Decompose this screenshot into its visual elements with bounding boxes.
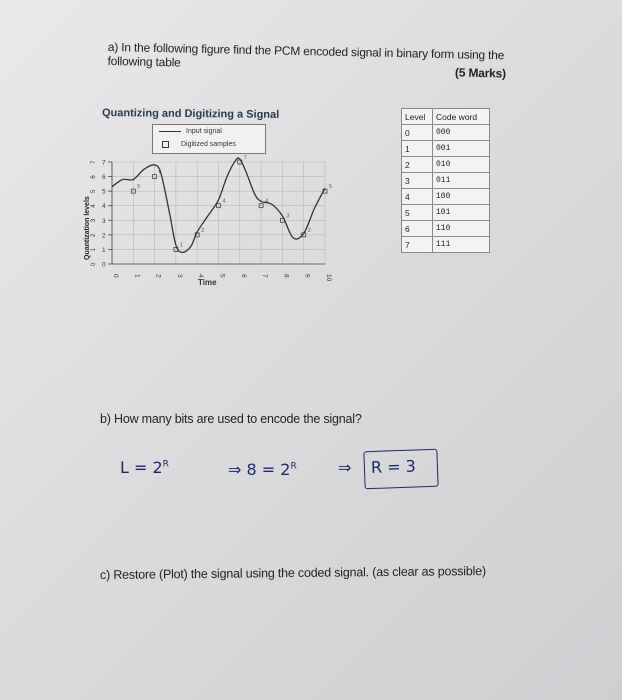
table-header-row: [402, 109, 490, 125]
table-row: [402, 221, 490, 237]
table-row: [402, 189, 490, 205]
level-cell: 2: [402, 157, 433, 173]
x-tick-label: 5: [218, 274, 226, 278]
y-tick-label: 0: [102, 261, 106, 269]
legend-label-digitized: Digitized samples: [181, 141, 236, 148]
handwritten-answer-box: [363, 449, 438, 490]
level-cell: 6: [402, 221, 433, 237]
chart-title: Quantizing and Digitizing a Signal: [101, 107, 280, 121]
legend-marker-swatch: [162, 141, 169, 148]
code-word-cell: 001: [433, 141, 490, 157]
code-word-cell: 101: [433, 205, 490, 221]
legend-label-input: Input signal: [186, 128, 222, 135]
x-tick-label: 0: [112, 274, 119, 278]
code-word-cell: 100: [433, 189, 490, 205]
y-tick-label-rotated: 7: [91, 160, 97, 164]
code-word-cell: 011: [433, 173, 490, 189]
level-cell: 5: [402, 205, 433, 221]
code-word-cell: 010: [433, 157, 490, 173]
x-tick-label: 2: [154, 274, 162, 278]
sample-value-label: 5: [137, 184, 141, 191]
question-b-text: b) How many bits are used to encode the signal?: [100, 412, 362, 426]
level-cell: 0: [402, 125, 433, 141]
y-tick-label-rotated: 3: [91, 218, 97, 223]
question-a-text: a) In the following figure find the PCM encoded signal in binary form using the following table: [107, 40, 505, 70]
eq1-base: L = 2: [120, 458, 163, 477]
code-word-table: [401, 108, 490, 253]
x-tick-label: 4: [197, 274, 205, 278]
y-tick-label-rotated: 1: [91, 248, 97, 252]
sample-value-label: 2: [307, 227, 311, 234]
level-cell: 4: [402, 189, 433, 205]
y-tick-label-rotated: 2: [91, 233, 97, 237]
x-axis-label: Time: [198, 278, 217, 287]
code-word-cell: 111: [433, 237, 490, 253]
y-tick-label-rotated: 5: [91, 189, 97, 194]
sample-value-label: 6: [158, 169, 162, 176]
y-tick-label: 1: [102, 246, 106, 254]
table-row: [402, 157, 490, 173]
level-cell: 3: [402, 173, 433, 189]
y-tick-label: 7: [102, 159, 106, 167]
y-tick-label: 4: [102, 203, 106, 211]
x-tick-label: 7: [261, 274, 269, 278]
handwritten-answer: R = 3: [370, 456, 417, 478]
handwritten-equation-1: [120, 458, 169, 477]
x-tick-label: 6: [239, 274, 247, 278]
legend-line-swatch: [159, 131, 181, 132]
eq1-exponent: R: [162, 459, 169, 470]
y-tick-label: 6: [102, 174, 106, 182]
x-tick-label: 1: [133, 274, 141, 278]
table-row: [402, 173, 490, 189]
marks-label: (5 Marks): [454, 65, 507, 81]
sample-value-label: 1: [179, 242, 183, 249]
x-tick-label: 9: [303, 274, 311, 278]
sample-value-label: 4: [265, 198, 269, 205]
table-row: [402, 125, 490, 141]
sample-value-label: 4: [222, 198, 226, 205]
y-tick-label-rotated: 0: [91, 262, 97, 266]
y-tick-label-rotated: 4: [91, 204, 97, 208]
legend-entry-input-signal: [153, 125, 265, 138]
header-code-word: Code word: [433, 109, 490, 125]
code-table-body: [402, 125, 490, 253]
y-axis-label: Quantization levels: [84, 196, 91, 260]
sample-value-label: 2: [201, 227, 205, 234]
eq2-prefix: ⇒ 8 = 2: [228, 460, 291, 479]
level-cell: 7: [402, 237, 433, 253]
quantization-chart: [80, 150, 340, 300]
chart-grid: [112, 162, 325, 264]
digitized-samples-series: [131, 155, 332, 251]
header-level: Level: [402, 109, 433, 125]
x-tick-label: 10: [325, 274, 332, 282]
level-cell: 1: [402, 141, 433, 157]
handwritten-arrow: ⇒: [338, 458, 352, 477]
handwritten-equation-2: [228, 460, 297, 479]
table-row: [402, 141, 490, 157]
eq2-exponent: R: [290, 461, 297, 472]
sample-value-label: 7: [243, 155, 247, 161]
table-row: [402, 205, 490, 221]
x-tick-label: 3: [175, 274, 183, 278]
y-tick-label-rotated: 6: [91, 175, 97, 179]
code-word-cell: 000: [433, 125, 490, 141]
y-tick-label: 3: [102, 217, 106, 225]
sample-value-label: 3: [286, 213, 290, 220]
question-c-text: c) Restore (Plot) the signal using the coded signal. (as clear as possible): [99, 563, 486, 583]
y-tick-label: 5: [102, 188, 106, 196]
code-word-cell: 110: [433, 221, 490, 237]
sample-value-label: 5: [329, 184, 333, 191]
x-tick-label: 8: [282, 274, 290, 278]
y-tick-label: 2: [102, 232, 106, 240]
table-row: [402, 237, 490, 253]
